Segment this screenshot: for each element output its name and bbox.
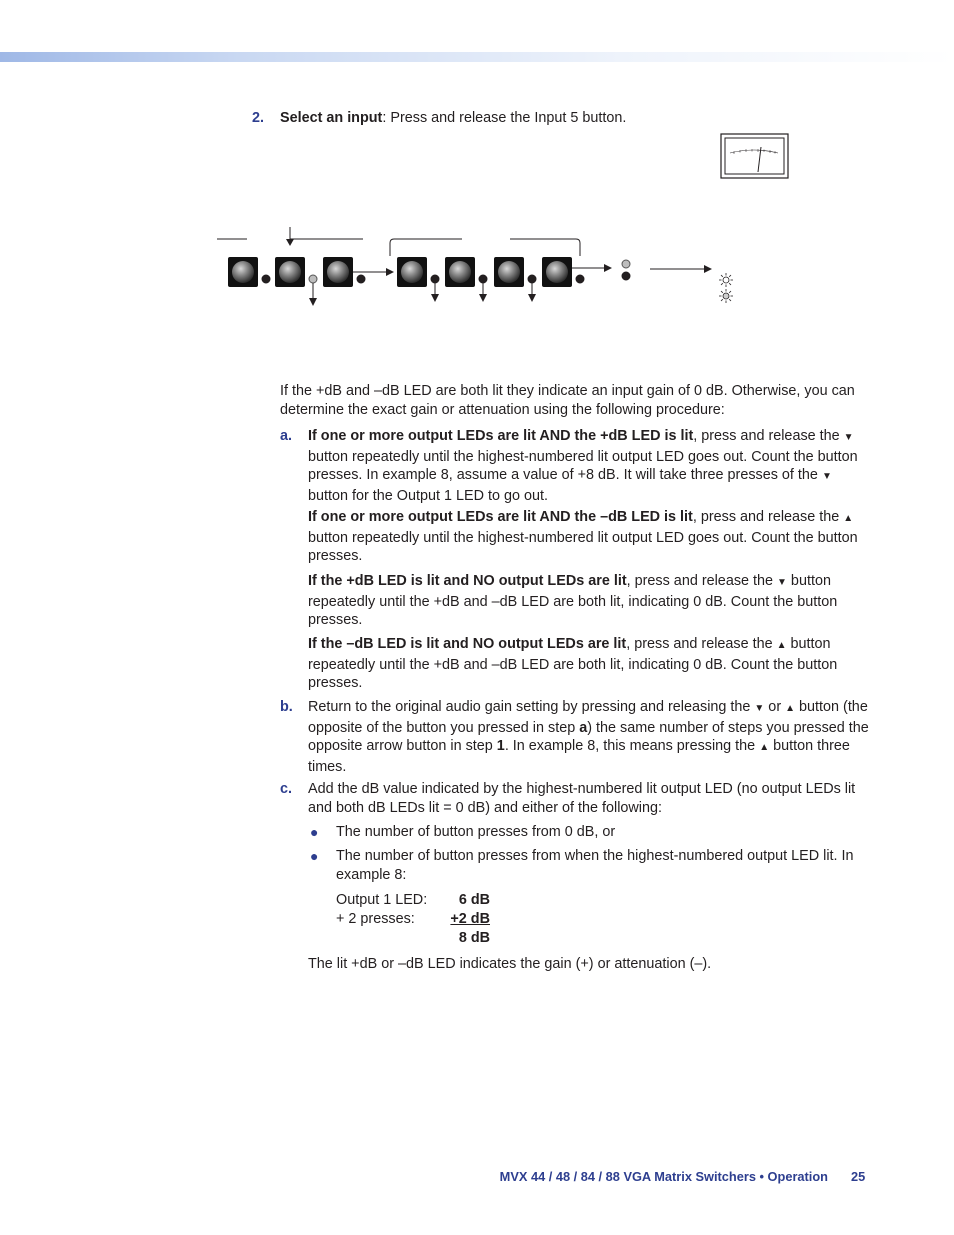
step-c-para: Add the dB value indicated by the highest-numbered lit output LED (no output LEDs lit and both dB LEDs lit = 0 dB) and either of the following: [308, 781, 856, 816]
bullet-item-2: The number of button presses from when the highest-numbered output LED lit. In example 8: [336, 848, 854, 883]
up-arrow-icon: ▲ [759, 742, 770, 754]
step-2-text: : Press and release the Input 5 button. [382, 110, 627, 126]
up-arrow-icon: ▲ [785, 703, 796, 714]
front-panel-diagram [200, 130, 820, 320]
down-arrow-icon: ▼ [821, 471, 832, 483]
calc-row-2-label: + 2 presses: [336, 911, 415, 927]
led-glow-icons [719, 273, 733, 303]
step-2 [280, 109, 870, 128]
down-arrow-icon: ▼ [843, 432, 854, 443]
step-2-number: 2. [252, 110, 265, 126]
callout-lines [217, 227, 580, 256]
step-a-para-2: If one or more output LEDs are lit AND the –dB LED is lit, press and release the ▲ button repeatedly until the highest-numbered lit output LED goes out. Count the button presses. [308, 509, 858, 565]
step-a-letter: a. [280, 428, 293, 444]
page-number: 25 [851, 1169, 866, 1184]
down-arrow-icon: ▼ [777, 577, 787, 588]
step-a-para-3: If the +dB LED is lit and NO output LEDs are lit, press and release the ▼ button repeatedly until the +dB and –dB LED are both lit, indicating 0 dB. Count the button presses. [308, 573, 838, 629]
footer-title: MVX 44 / 48 / 84 / 88 VGA Matrix Switchers • Operation [499, 1169, 828, 1184]
step-2-title: Select an input [280, 110, 383, 126]
header-band [0, 52, 954, 62]
calc-row-2-value: +2 dB [450, 911, 490, 927]
step-b-letter: b. [280, 699, 293, 715]
calc-row-1-label: Output 1 LED: [336, 892, 428, 908]
up-arrow-icon: ▲ [776, 640, 787, 651]
step-a-para-1: If one or more output LEDs are lit AND the +dB LED is lit, press and release the ▼ button repeatedly until the highest-numbered lit output LED goes out. Count the button presses. In example 8, assume a value of +8 dB. It will take three presses of the ▼ button for the Output 1 LED to go out. [308, 428, 858, 504]
input-buttons [228, 257, 572, 287]
down-arrow-icon: ▼ [754, 703, 765, 714]
up-arrow-icon: ▲ [843, 513, 854, 524]
calc-total: 8 dB [458, 930, 490, 946]
step-b-para: Return to the original audio gain setting by pressing and releasing the ▼ or ▲ button (the opposite of the button you pressed in step a) the same number of steps you pressed the opposite arrow button in step 1. In example 8, this means pressing the ▲ button three times. [308, 699, 869, 775]
closing-note: The lit +dB or –dB LED indicates the gain (+) or attenuation (–). [308, 956, 712, 972]
step-a-para-4: If the –dB LED is lit and NO output LEDs are lit, press and release the ▲ button repeatedly until the +dB and –dB LED are both lit, indicating 0 dB. Count the button presses. [308, 636, 838, 692]
audio-meter-icon [721, 134, 788, 178]
step-c-letter: c. [280, 781, 293, 797]
bullet-item-1: The number of button presses from 0 dB, or [336, 824, 616, 840]
calc-row-1-value: 6 dB [458, 892, 490, 908]
bullet-icon: ● [310, 824, 319, 840]
bullet-icon: ● [310, 848, 319, 864]
intro-paragraph: If the +dB and –dB LED are both lit they indicate an input gain of 0 dB. Otherwise, you can determine the exact gain or attenuation using the following procedure: [280, 383, 855, 418]
